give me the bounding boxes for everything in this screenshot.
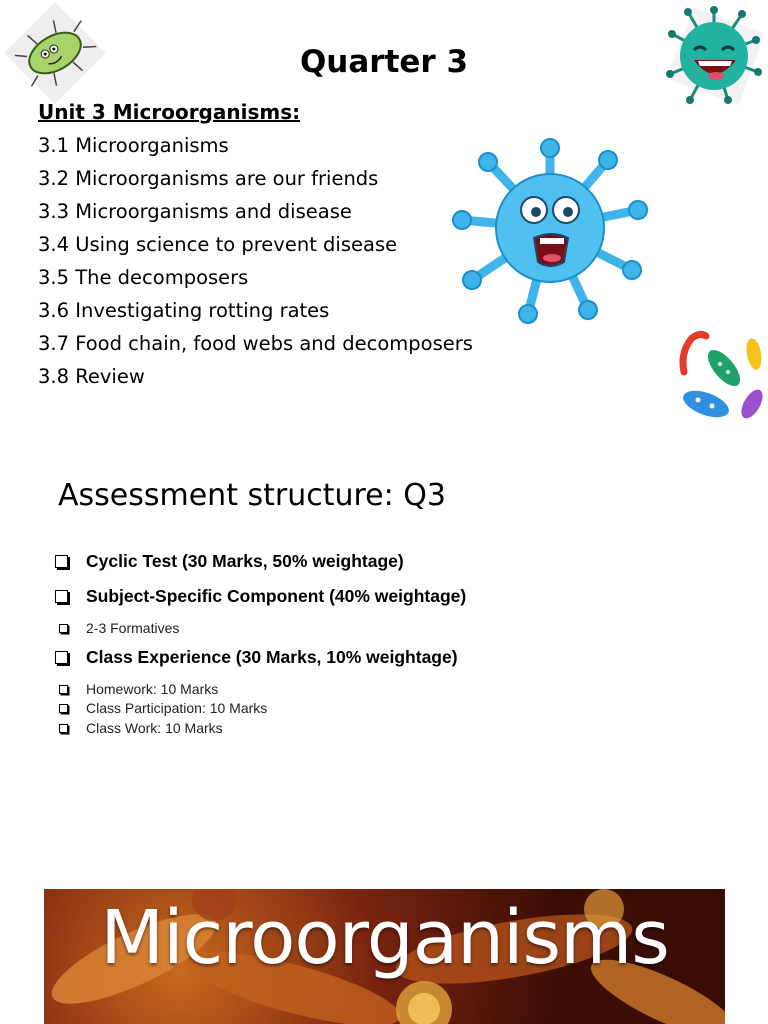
assessment-subitem bbox=[59, 620, 179, 636]
lesson-item: 3.8 Review bbox=[38, 365, 145, 388]
assessment-item-class-experience bbox=[55, 647, 458, 668]
checkbox-bullet-icon bbox=[59, 704, 68, 713]
unit-title: Unit 3 Microorganisms: bbox=[38, 100, 301, 124]
assessment-item-subject-component bbox=[55, 586, 466, 607]
assessment-subitem-label: Homework: 10 Marks bbox=[86, 681, 219, 697]
lesson-item: 3.7 Food chain, food webs and decomposers bbox=[38, 332, 473, 355]
checkbox-bullet-icon bbox=[55, 555, 68, 568]
assessment-item-label: Cyclic Test (30 Marks, 50% weightage) bbox=[86, 551, 404, 571]
lesson-item: 3.6 Investigating rotting rates bbox=[38, 299, 330, 322]
assessment-item-label: Subject-Specific Component (40% weightage) bbox=[86, 586, 467, 606]
lesson-item: 3.4 Using science to prevent disease bbox=[38, 233, 398, 256]
page-title: Quarter 3 bbox=[299, 44, 469, 80]
checkbox-bullet-icon bbox=[55, 651, 68, 664]
banner-title: Microorganisms bbox=[100, 895, 669, 981]
bacteria-cluster-clipart-icon bbox=[672, 328, 768, 432]
microorganisms-banner bbox=[44, 889, 725, 1024]
lesson-item: 3.3 Microorganisms and disease bbox=[38, 200, 352, 223]
surprised-virus-clipart-icon bbox=[448, 130, 688, 330]
checkbox-bullet-icon bbox=[55, 590, 68, 603]
lesson-item: 3.2 Microorganisms are our friends bbox=[38, 167, 379, 190]
assessment-subitem bbox=[59, 720, 223, 736]
assessment-subitem-label: 2-3 Formatives bbox=[86, 620, 180, 636]
checkbox-bullet-icon bbox=[59, 724, 68, 733]
assessment-subitem bbox=[59, 681, 218, 697]
assessment-item-label: Class Experience (30 Marks, 10% weightage) bbox=[86, 647, 458, 667]
assessment-item-cyclic-test bbox=[55, 551, 404, 572]
checkbox-bullet-icon bbox=[59, 685, 68, 694]
assessment-subitem bbox=[59, 700, 267, 716]
assessment-subitem-label: Class Participation: 10 Marks bbox=[86, 700, 268, 716]
checkbox-bullet-icon bbox=[59, 624, 68, 633]
lesson-item: 3.1 Microorganisms bbox=[38, 134, 229, 157]
assessment-subitem-label: Class Work: 10 Marks bbox=[86, 720, 223, 736]
assessment-title: Assessment structure: Q3 bbox=[58, 478, 446, 513]
lesson-item: 3.5 The decomposers bbox=[38, 266, 249, 289]
